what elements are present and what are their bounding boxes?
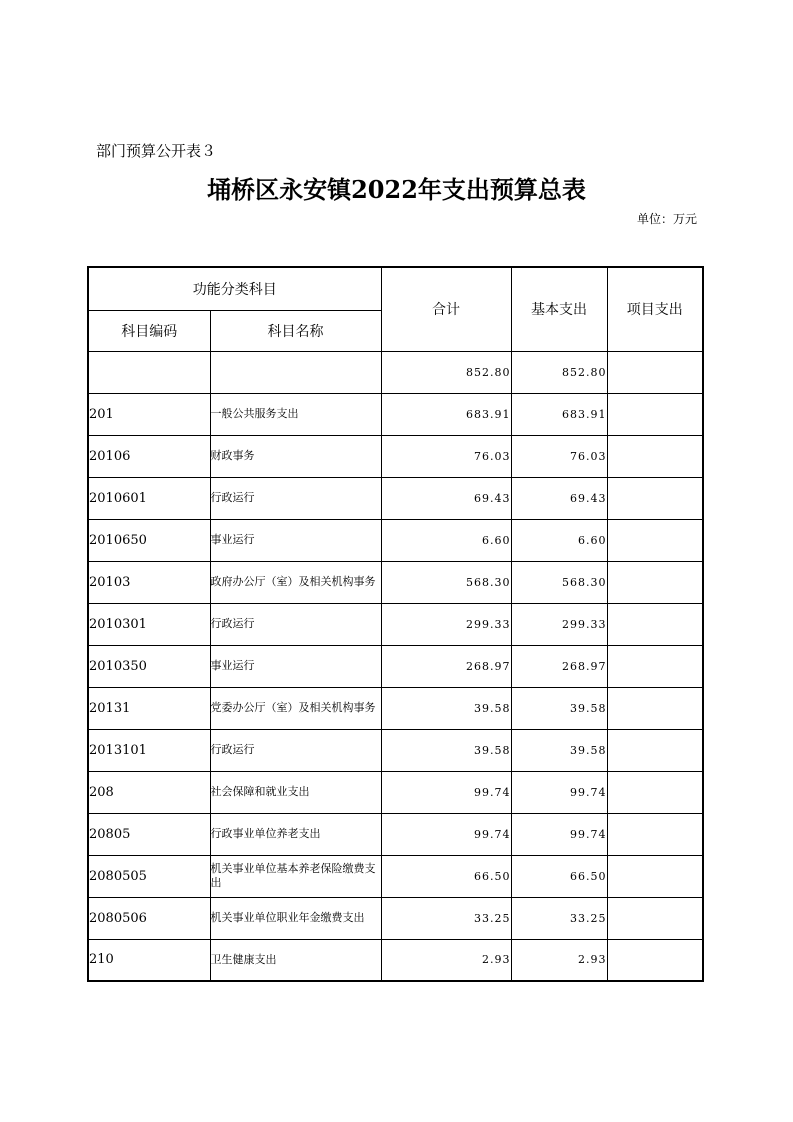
cell-project-expenditure bbox=[607, 897, 703, 939]
table-row bbox=[88, 561, 703, 603]
cell-subject-code: 2010650 bbox=[88, 519, 210, 561]
cell-subject-code: 210 bbox=[88, 939, 210, 981]
cell-subject-name: 一般公共服务支出 bbox=[210, 393, 381, 435]
cell-subject-name: 机关事业单位基本养老保险缴费支出 bbox=[210, 855, 381, 897]
cell-project-expenditure bbox=[607, 729, 703, 771]
cell-project-expenditure bbox=[607, 519, 703, 561]
cell-project-expenditure bbox=[607, 561, 703, 603]
cell-total: 2.93 bbox=[381, 939, 511, 981]
cell-subject-name bbox=[210, 351, 381, 393]
table-row bbox=[88, 645, 703, 687]
cell-basic-expenditure: 852.80 bbox=[511, 351, 607, 393]
budget-table bbox=[87, 266, 704, 982]
cell-basic-expenditure: 99.74 bbox=[511, 771, 607, 813]
table-row bbox=[88, 603, 703, 645]
table-row bbox=[88, 855, 703, 897]
cell-basic-expenditure: 2.93 bbox=[511, 939, 607, 981]
cell-total: 76.03 bbox=[381, 435, 511, 477]
cell-subject-code: 2010350 bbox=[88, 645, 210, 687]
cell-basic-expenditure: 76.03 bbox=[511, 435, 607, 477]
table-row bbox=[88, 477, 703, 519]
cell-subject-name: 事业运行 bbox=[210, 645, 381, 687]
cell-subject-code: 2080506 bbox=[88, 897, 210, 939]
document-label: 部门预算公开表３ bbox=[96, 142, 217, 160]
cell-subject-code: 20106 bbox=[88, 435, 210, 477]
cell-project-expenditure bbox=[607, 813, 703, 855]
cell-basic-expenditure: 268.97 bbox=[511, 645, 607, 687]
table-row bbox=[88, 435, 703, 477]
table-row bbox=[88, 351, 703, 393]
cell-total: 39.58 bbox=[381, 729, 511, 771]
cell-basic-expenditure: 39.58 bbox=[511, 687, 607, 729]
cell-subject-name: 财政事务 bbox=[210, 435, 381, 477]
table-row bbox=[88, 813, 703, 855]
cell-total: 299.33 bbox=[381, 603, 511, 645]
cell-total: 66.50 bbox=[381, 855, 511, 897]
cell-total: 6.60 bbox=[381, 519, 511, 561]
cell-basic-expenditure: 6.60 bbox=[511, 519, 607, 561]
cell-total: 568.30 bbox=[381, 561, 511, 603]
table-body bbox=[88, 351, 703, 981]
cell-basic-expenditure: 66.50 bbox=[511, 855, 607, 897]
document-title: 埇桥区永安镇2022年支出预算总表 bbox=[207, 175, 586, 204]
cell-total: 268.97 bbox=[381, 645, 511, 687]
table-row bbox=[88, 771, 703, 813]
header-project-expenditure: 项目支出 bbox=[607, 267, 703, 351]
table-row bbox=[88, 393, 703, 435]
cell-subject-code: 20103 bbox=[88, 561, 210, 603]
cell-total: 69.43 bbox=[381, 477, 511, 519]
cell-project-expenditure bbox=[607, 771, 703, 813]
cell-project-expenditure bbox=[607, 939, 703, 981]
cell-basic-expenditure: 99.74 bbox=[511, 813, 607, 855]
cell-project-expenditure bbox=[607, 603, 703, 645]
header-subject-code: 科目编码 bbox=[88, 310, 210, 351]
cell-project-expenditure bbox=[607, 855, 703, 897]
cell-subject-name: 行政运行 bbox=[210, 603, 381, 645]
cell-basic-expenditure: 33.25 bbox=[511, 897, 607, 939]
header-basic-expenditure: 基本支出 bbox=[511, 267, 607, 351]
cell-subject-name: 行政事业单位养老支出 bbox=[210, 813, 381, 855]
cell-project-expenditure bbox=[607, 687, 703, 729]
cell-subject-name: 行政运行 bbox=[210, 729, 381, 771]
cell-basic-expenditure: 683.91 bbox=[511, 393, 607, 435]
cell-project-expenditure bbox=[607, 645, 703, 687]
cell-project-expenditure bbox=[607, 435, 703, 477]
cell-total: 99.74 bbox=[381, 813, 511, 855]
cell-subject-name: 机关事业单位职业年金缴费支出 bbox=[210, 897, 381, 939]
cell-subject-name: 社会保障和就业支出 bbox=[210, 771, 381, 813]
cell-project-expenditure bbox=[607, 393, 703, 435]
cell-project-expenditure bbox=[607, 351, 703, 393]
header-total: 合计 bbox=[381, 267, 511, 351]
table-row bbox=[88, 519, 703, 561]
cell-subject-code: 20805 bbox=[88, 813, 210, 855]
cell-subject-name: 党委办公厅（室）及相关机构事务 bbox=[210, 687, 381, 729]
cell-subject-code: 20131 bbox=[88, 687, 210, 729]
header-functional-category: 功能分类科目 bbox=[88, 267, 381, 310]
cell-subject-code: 2010601 bbox=[88, 477, 210, 519]
table-row bbox=[88, 939, 703, 981]
cell-total: 39.58 bbox=[381, 687, 511, 729]
unit-label: 单位：万元 bbox=[636, 212, 697, 226]
cell-subject-code: 2080505 bbox=[88, 855, 210, 897]
cell-subject-code: 2013101 bbox=[88, 729, 210, 771]
table-row bbox=[88, 897, 703, 939]
cell-total: 683.91 bbox=[381, 393, 511, 435]
cell-subject-name: 行政运行 bbox=[210, 477, 381, 519]
cell-subject-code: 208 bbox=[88, 771, 210, 813]
cell-total: 852.80 bbox=[381, 351, 511, 393]
header-subject-name: 科目名称 bbox=[210, 310, 381, 351]
cell-basic-expenditure: 568.30 bbox=[511, 561, 607, 603]
cell-total: 33.25 bbox=[381, 897, 511, 939]
cell-project-expenditure bbox=[607, 477, 703, 519]
cell-subject-code: 201 bbox=[88, 393, 210, 435]
cell-subject-name: 卫生健康支出 bbox=[210, 939, 381, 981]
table-row bbox=[88, 729, 703, 771]
cell-subject-name: 政府办公厅（室）及相关机构事务 bbox=[210, 561, 381, 603]
cell-subject-code bbox=[88, 351, 210, 393]
cell-total: 99.74 bbox=[381, 771, 511, 813]
cell-subject-name: 事业运行 bbox=[210, 519, 381, 561]
cell-basic-expenditure: 299.33 bbox=[511, 603, 607, 645]
cell-basic-expenditure: 39.58 bbox=[511, 729, 607, 771]
cell-basic-expenditure: 69.43 bbox=[511, 477, 607, 519]
table-row bbox=[88, 687, 703, 729]
cell-subject-code: 2010301 bbox=[88, 603, 210, 645]
